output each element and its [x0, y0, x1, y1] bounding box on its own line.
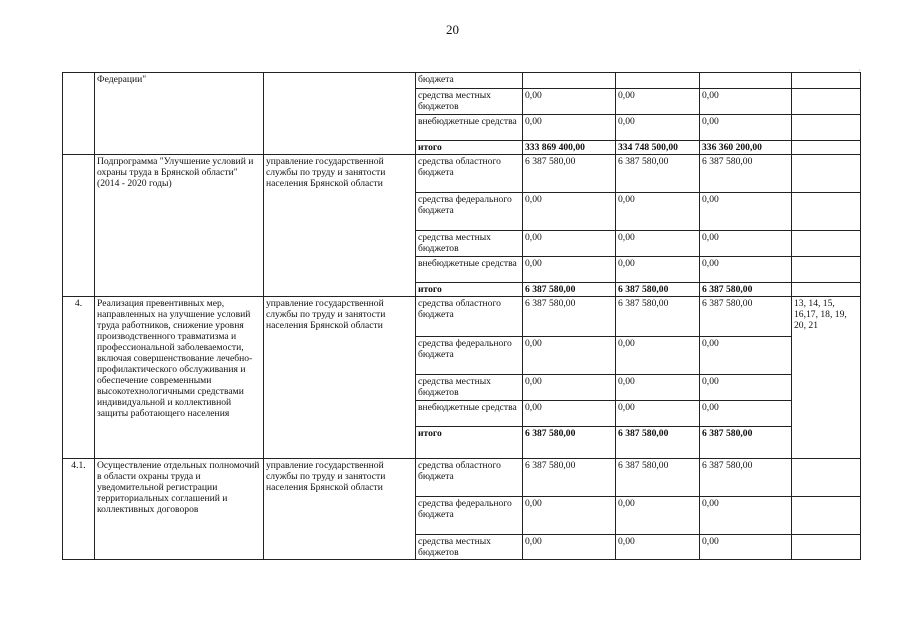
source-cell: внебюджетные средства [416, 401, 523, 427]
indicator-cell [792, 283, 861, 297]
source-cell: средства местных бюджетов [416, 231, 523, 257]
amount-cell: 0,00 [700, 115, 792, 141]
source-cell: средства местных бюджетов [416, 375, 523, 401]
indicator-cell [792, 257, 861, 283]
amount-cell: 0,00 [523, 193, 616, 231]
page-number: 20 [446, 22, 459, 37]
budget-table [62, 72, 861, 560]
amount-cell: 0,00 [700, 535, 792, 560]
executor-cell: управление государственной службы по труду и занятости населения Брянской области [264, 459, 416, 560]
source-cell: внебюджетные средства [416, 257, 523, 283]
amount-cell: 0,00 [523, 231, 616, 257]
source-cell: итого [416, 141, 523, 155]
indicator-cell [792, 155, 861, 193]
source-cell: средства федерального бюджета [416, 337, 523, 375]
source-cell: средства федерального бюджета [416, 193, 523, 231]
amount-cell: 0,00 [700, 89, 792, 115]
source-cell: средства местных бюджетов [416, 535, 523, 560]
indicator-cell [792, 497, 861, 535]
amount-cell: 0,00 [616, 535, 700, 560]
amount-cell: 0,00 [616, 89, 700, 115]
amount-cell: 6 387 580,00 [700, 155, 792, 193]
amount-cell: 6 387 580,00 [616, 155, 700, 193]
amount-cell: 0,00 [616, 193, 700, 231]
number-cell [63, 155, 95, 297]
source-cell: итого [416, 283, 523, 297]
amount-cell: 0,00 [523, 115, 616, 141]
amount-cell: 0,00 [700, 401, 792, 427]
amount-cell: 6 387 580,00 [523, 155, 616, 193]
number-cell [63, 73, 95, 155]
amount-cell: 0,00 [523, 497, 616, 535]
amount-cell: 0,00 [523, 401, 616, 427]
amount-cell: 0,00 [700, 497, 792, 535]
executor-cell [264, 73, 416, 155]
amount-cell [700, 73, 792, 89]
amount-cell: 0,00 [700, 375, 792, 401]
activity-name-cell: Подпрограмма "Улучшение условий и охраны труда в Брянской области" (2014 - 2020 годы) [95, 155, 264, 297]
total-cell: 333 869 400,00 [523, 141, 616, 155]
amount-cell: 0,00 [700, 257, 792, 283]
amount-cell: 0,00 [523, 257, 616, 283]
amount-cell: 6 387 580,00 [616, 297, 700, 337]
amount-cell: 0,00 [523, 337, 616, 375]
total-cell: 334 748 500,00 [616, 141, 700, 155]
source-cell: средства областного бюджета [416, 459, 523, 497]
amount-cell: 6 387 580,00 [700, 459, 792, 497]
indicator-cell [792, 231, 861, 257]
table-row [63, 73, 861, 89]
indicator-cell [792, 73, 861, 89]
scan-mark: · [858, 66, 861, 75]
amount-cell: 0,00 [523, 89, 616, 115]
source-cell: бюджета [416, 73, 523, 89]
total-cell: 6 387 580,00 [616, 427, 700, 459]
total-cell: 336 360 200,00 [700, 141, 792, 155]
amount-cell: 0,00 [616, 337, 700, 375]
amount-cell: 0,00 [616, 115, 700, 141]
total-cell: 6 387 580,00 [523, 427, 616, 459]
amount-cell: 0,00 [616, 231, 700, 257]
executor-cell: управление государственной службы по труду и занятости населения Брянской области [264, 155, 416, 297]
total-cell: 6 387 580,00 [700, 283, 792, 297]
number-cell: 4. [63, 297, 95, 459]
source-cell: средства областного бюджета [416, 297, 523, 337]
source-cell: итого [416, 427, 523, 459]
source-cell: средства федерального бюджета [416, 497, 523, 535]
indicator-cell [792, 115, 861, 141]
indicator-cell [792, 89, 861, 115]
activity-name-cell: Реализация превентивных мер, направленных на улучшение условий труда работников, снижение уровня производственного травматизма и профессиональной заболеваемости, включая совершенствование лечебно-профилактического обслуживания и обеспечение современными высокотехнологичными средствами индивидуальной и коллективной защиты работающего населения [95, 297, 264, 459]
amount-cell: 0,00 [523, 375, 616, 401]
activity-name-cell: Федерации" [95, 73, 264, 155]
source-cell: внебюджетные средства [416, 115, 523, 141]
amount-cell: 6 387 580,00 [616, 459, 700, 497]
amount-cell: 6 387 580,00 [700, 297, 792, 337]
source-cell: средства местных бюджетов [416, 89, 523, 115]
indicator-cell [792, 193, 861, 231]
amount-cell [523, 73, 616, 89]
amount-cell: 0,00 [616, 257, 700, 283]
total-cell: 6 387 580,00 [523, 283, 616, 297]
amount-cell: 0,00 [700, 337, 792, 375]
indicator-cell [792, 459, 861, 497]
table-row [63, 155, 861, 193]
amount-cell: 0,00 [616, 497, 700, 535]
amount-cell: 6 387 580,00 [523, 297, 616, 337]
activity-name-cell: Осуществление отдельных полномочий в области охраны труда и уведомительной регистрации территориальных соглашений и коллективных договоров [95, 459, 264, 560]
total-cell: 6 387 580,00 [616, 283, 700, 297]
table-row [63, 459, 861, 497]
amount-cell: 0,00 [616, 375, 700, 401]
indicator-cell [792, 535, 861, 560]
total-cell: 6 387 580,00 [700, 427, 792, 459]
indicator-cell: 13, 14, 15, 16,17, 18, 19, 20, 21 [792, 297, 861, 459]
amount-cell: 0,00 [523, 535, 616, 560]
number-cell: 4.1. [63, 459, 95, 560]
indicator-cell [792, 141, 861, 155]
amount-cell: 0,00 [700, 193, 792, 231]
executor-cell: управление государственной службы по труду и занятости населения Брянской области [264, 297, 416, 459]
amount-cell [616, 73, 700, 89]
table-row [63, 297, 861, 337]
source-cell: средства областного бюджета [416, 155, 523, 193]
amount-cell: 0,00 [616, 401, 700, 427]
amount-cell: 6 387 580,00 [523, 459, 616, 497]
amount-cell: 0,00 [700, 231, 792, 257]
